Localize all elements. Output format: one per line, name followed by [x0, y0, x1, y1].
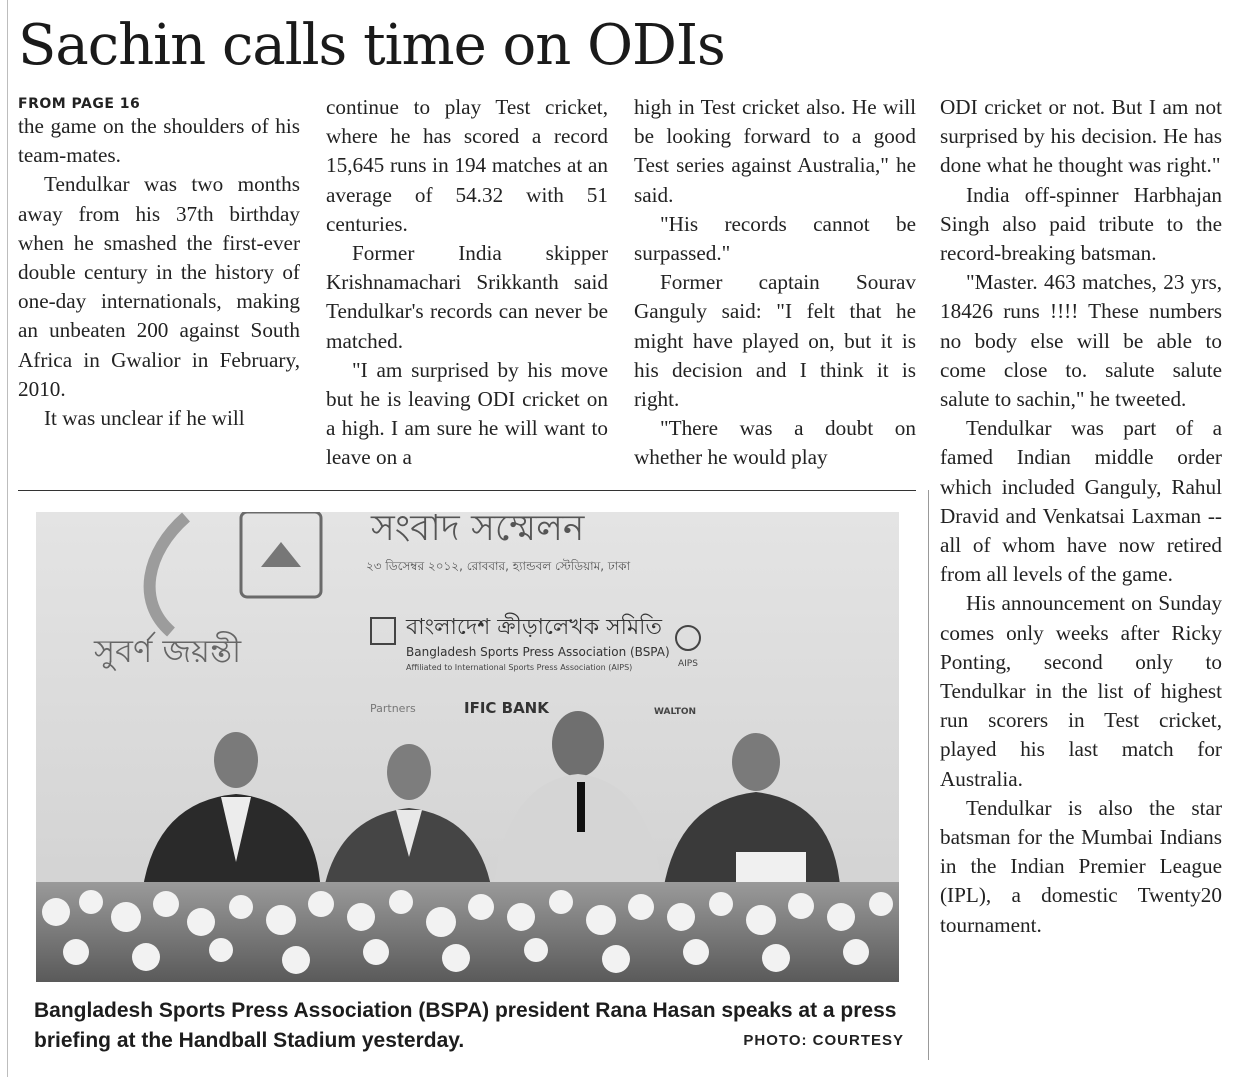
partners-label: Partners	[370, 702, 416, 715]
paragraph: "I am surprised by his move but he is leaving ODI cricket on a high. I am sure he will want to leave on a	[326, 357, 608, 470]
paragraph: Former captain Sourav Ganguly said: "I felt that he might have played on, but it is his decision and I think it is right.	[634, 270, 916, 412]
paragraph: "There was a doubt on whether he would play	[634, 416, 916, 470]
section-divider-vertical	[928, 490, 929, 1060]
paragraph: India off-spinner Harbhajan Singh also paid tribute to the record-breaking batsman.	[940, 182, 1222, 266]
credit-label: PHOTO:	[743, 1032, 808, 1049]
sponsor-walton: WALTON	[654, 707, 697, 717]
article-column-1	[18, 96, 300, 433]
article-column-3	[634, 93, 916, 473]
paragraph: Tendulkar was two months away from his 37th birthday when he smashed the first-ever double century in the history of one-day internationals, making an unbeaten 200 against South Africa in Gwalior in February, 2010.	[18, 172, 300, 401]
paragraph: Tendulkar is also the star batsman for the Mumbai Indians in the Indian Premier League (IPL), a domestic Twenty20 tournament.	[940, 795, 1222, 937]
photo-caption	[34, 996, 904, 1056]
paragraph: Former India skipper Krishnamachari Srikkanth said Tendulkar's records can never be matched.	[326, 241, 608, 353]
banner-title-bengali: সংবাদ সম্মেলন	[371, 512, 585, 549]
press-briefing-photo	[36, 512, 899, 982]
org-name-bengali: বাংলাদেশ ক্রীড়ালেখক সমিতি	[406, 615, 662, 640]
caption-text: Bangladesh Sports Press Association (BSPA) president Rana Hasan speaks at a press briefing at the Handball Stadium yesterday.	[34, 999, 897, 1052]
kicker-from-page: FROM PAGE 16	[18, 96, 141, 112]
paragraph: continue to play Test cricket, where he has scored a record 15,645 runs in 194 matches at an average of 54.32 with 51 centuries.	[326, 95, 608, 236]
paragraph: "His records cannot be surpassed."	[634, 211, 916, 266]
photo-credit	[743, 1026, 904, 1056]
org-name-english: Bangladesh Sports Press Association (BSPA)	[406, 645, 670, 659]
banner-left-bengali: সুবর্ণ জয়ন্তী	[94, 632, 242, 670]
paragraph: Tendulkar was part of a famed Indian middle order which included Ganguly, Rahul Dravid and Venkatsai Laxman -- all of whom have now retired from all levels of the game.	[940, 416, 1222, 587]
banner-date-bengali: ২৩ ডিসেম্বর ২০১২, রোববার, হ্যান্ডবল স্টেডিয়াম, ঢাকা	[366, 559, 631, 573]
sponsor-ific: IFIC BANK	[464, 699, 549, 717]
paragraph: His announcement on Sunday comes only weeks after Ricky Ponting, second only to Tendulkar in the list of highest run scorers in Test cricket, played his last match for Australia.	[940, 591, 1222, 791]
headline: Sachin calls time on ODIs	[18, 13, 725, 78]
paragraph: It was unclear if he will	[44, 406, 245, 431]
org-affiliation: Affiliated to International Sports Press Association (AIPS)	[406, 663, 633, 672]
aips-label: AIPS	[678, 659, 698, 669]
paragraph: "Master. 463 matches, 23 yrs, 18426 runs !!!! These numbers no body else will be able to come close to. salute salute salute to sachin," he tweeted.	[940, 270, 1222, 412]
microphone	[577, 782, 585, 832]
paragraph: the game on the shoulders of his team-mates.	[18, 114, 300, 168]
section-divider-horizontal	[18, 490, 916, 491]
article-column-2	[326, 93, 608, 473]
page-edge-rule	[7, 0, 8, 1077]
article-column-4	[940, 93, 1222, 940]
paragraph: ODI cricket or not. But I am not surprised by his decision. He has done what he thought was right."	[940, 95, 1222, 178]
credit-name: COURTESY	[812, 1032, 904, 1049]
paragraph: high in Test cricket also. He will be looking forward to a good Test series against Australia," he said.	[634, 95, 916, 207]
